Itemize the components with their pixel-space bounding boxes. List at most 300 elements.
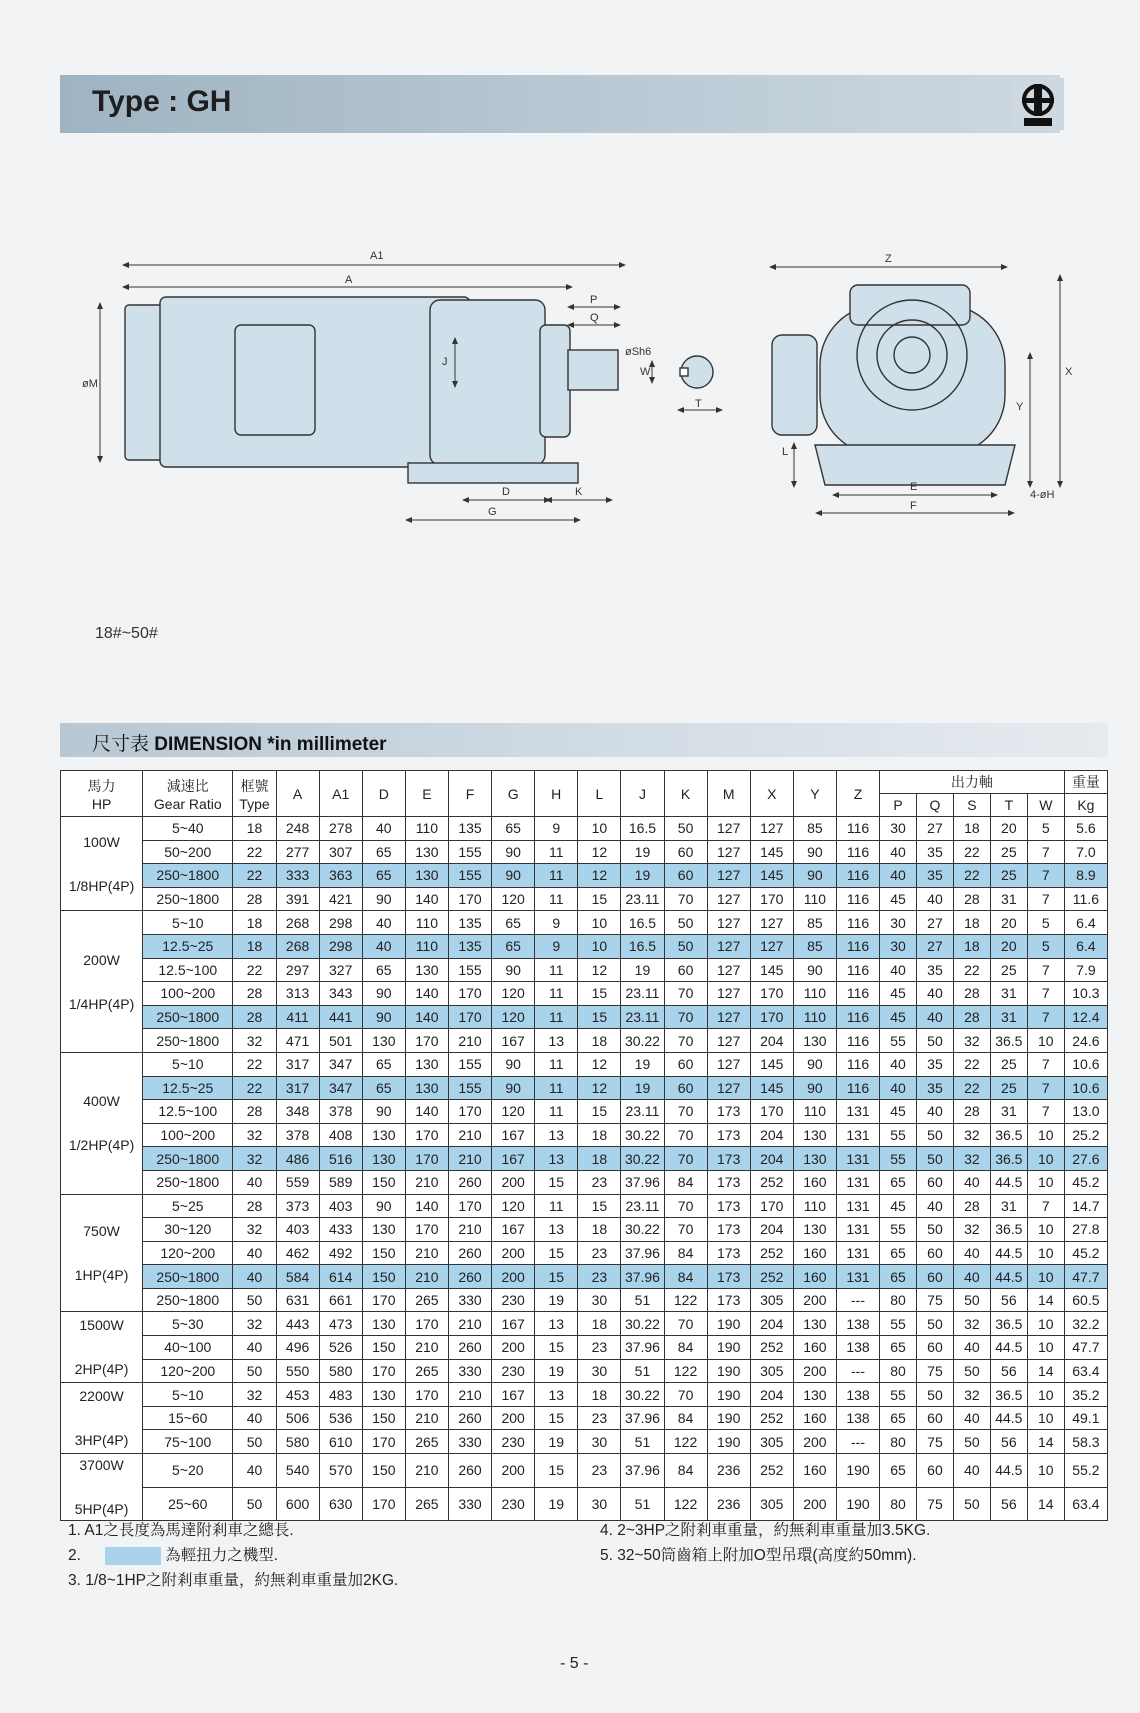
table-row bbox=[61, 911, 1108, 935]
note-item bbox=[600, 1543, 930, 1568]
header-shaft-col: Q bbox=[917, 794, 954, 817]
table-cell: 127 bbox=[707, 1076, 750, 1100]
table-cell: 11 bbox=[535, 840, 578, 864]
table-cell: 471 bbox=[276, 1029, 319, 1053]
table-cell: 248 bbox=[276, 817, 319, 841]
table-cell: 32 bbox=[953, 1312, 990, 1336]
table-cell: 32 bbox=[953, 1218, 990, 1242]
table-cell: 55 bbox=[880, 1383, 917, 1407]
table-cell: 130 bbox=[362, 1383, 405, 1407]
header-type: 框號 Type bbox=[233, 771, 276, 817]
table-cell: 170 bbox=[362, 1430, 405, 1454]
table-cell: 130 bbox=[362, 1312, 405, 1336]
table-cell: 50 bbox=[953, 1487, 990, 1521]
table-cell: 15 bbox=[535, 1406, 578, 1430]
table-cell: 28 bbox=[953, 887, 990, 911]
table-cell: 75~100 bbox=[143, 1430, 233, 1454]
table-cell: 40 bbox=[233, 1170, 276, 1194]
table-cell: 145 bbox=[750, 1076, 793, 1100]
table-cell: 127 bbox=[707, 982, 750, 1006]
table-cell: 462 bbox=[276, 1241, 319, 1265]
table-cell: 19 bbox=[535, 1487, 578, 1521]
table-cell: 12 bbox=[578, 840, 621, 864]
table-cell: 5~10 bbox=[143, 1383, 233, 1407]
table-cell: 131 bbox=[836, 1241, 879, 1265]
table-cell: 12.5~100 bbox=[143, 958, 233, 982]
table-cell: 19 bbox=[621, 958, 664, 982]
table-cell: 15 bbox=[535, 1170, 578, 1194]
table-cell: 23 bbox=[578, 1406, 621, 1430]
table-cell: 150 bbox=[362, 1406, 405, 1430]
table-cell: 22 bbox=[233, 1076, 276, 1100]
table-row bbox=[61, 1312, 1108, 1336]
table-cell: 167 bbox=[492, 1029, 535, 1053]
table-cell: 36.5 bbox=[990, 1147, 1027, 1171]
table-row bbox=[61, 1076, 1108, 1100]
table-cell: 18 bbox=[233, 934, 276, 958]
table-cell: 610 bbox=[319, 1430, 362, 1454]
table-cell: 18 bbox=[578, 1147, 621, 1171]
table-cell: 135 bbox=[448, 911, 491, 935]
table-cell: 130 bbox=[793, 1312, 836, 1336]
table-cell: 170 bbox=[750, 887, 793, 911]
table-cell: 130 bbox=[793, 1218, 836, 1242]
table-cell: 70 bbox=[664, 1194, 707, 1218]
table-cell: 516 bbox=[319, 1147, 362, 1171]
table-cell: 65 bbox=[880, 1265, 917, 1289]
table-cell: 600 bbox=[276, 1487, 319, 1521]
dim-label-k: K bbox=[575, 486, 583, 498]
table-cell: 7 bbox=[1027, 1194, 1064, 1218]
table-cell: 150 bbox=[362, 1241, 405, 1265]
note-item bbox=[68, 1518, 398, 1543]
table-cell: 10 bbox=[1027, 1383, 1064, 1407]
table-cell: 127 bbox=[707, 817, 750, 841]
table-cell: 80 bbox=[880, 1487, 917, 1521]
table-cell: 110 bbox=[793, 1005, 836, 1029]
table-cell: 31 bbox=[990, 1100, 1027, 1124]
dim-label-y: Y bbox=[1016, 401, 1024, 413]
table-cell: 135 bbox=[448, 817, 491, 841]
table-cell: 200 bbox=[492, 1265, 535, 1289]
table-cell: 51 bbox=[621, 1288, 664, 1312]
header-shaft-col: S bbox=[953, 794, 990, 817]
table-cell: 19 bbox=[535, 1430, 578, 1454]
table-cell: 9 bbox=[535, 911, 578, 935]
table-cell: 36.5 bbox=[990, 1383, 1027, 1407]
table-cell: 16.5 bbox=[621, 817, 664, 841]
header-col: H bbox=[535, 771, 578, 817]
table-cell: 200 bbox=[793, 1288, 836, 1312]
table-cell: 580 bbox=[319, 1359, 362, 1383]
table-cell: 40 bbox=[880, 864, 917, 888]
table-cell: 127 bbox=[707, 1052, 750, 1076]
table-cell: 22 bbox=[233, 864, 276, 888]
table-cell: 120~200 bbox=[143, 1241, 233, 1265]
table-cell: 7 bbox=[1027, 1100, 1064, 1124]
table-cell: 138 bbox=[836, 1312, 879, 1336]
table-cell: 252 bbox=[750, 1454, 793, 1488]
table-cell: 65 bbox=[880, 1454, 917, 1488]
table-row bbox=[61, 864, 1108, 888]
table-cell: 347 bbox=[319, 1076, 362, 1100]
table-cell: 19 bbox=[535, 1288, 578, 1312]
table-cell: 44.5 bbox=[990, 1454, 1027, 1488]
table-cell: 23 bbox=[578, 1336, 621, 1360]
table-cell: 7.0 bbox=[1064, 840, 1107, 864]
table-cell: 13.0 bbox=[1064, 1100, 1107, 1124]
note-item bbox=[600, 1518, 930, 1543]
table-cell: 116 bbox=[836, 1076, 879, 1100]
table-cell: 40 bbox=[917, 1005, 954, 1029]
table-cell: 50 bbox=[233, 1288, 276, 1312]
table-cell: 305 bbox=[750, 1487, 793, 1521]
table-cell: 204 bbox=[750, 1383, 793, 1407]
table-cell: 12 bbox=[578, 864, 621, 888]
highlight-swatch bbox=[105, 1547, 161, 1565]
table-cell: 127 bbox=[707, 840, 750, 864]
table-cell: 5~10 bbox=[143, 1052, 233, 1076]
brand-logo-icon bbox=[1012, 78, 1064, 130]
note-text: 為輕扭力之機型. bbox=[165, 1547, 279, 1564]
table-cell: 55 bbox=[880, 1218, 917, 1242]
table-cell: 51 bbox=[621, 1430, 664, 1454]
table-row bbox=[61, 1265, 1108, 1289]
table-cell: 297 bbox=[276, 958, 319, 982]
table-cell: 580 bbox=[276, 1430, 319, 1454]
table-cell: 131 bbox=[836, 1100, 879, 1124]
table-cell: 131 bbox=[836, 1123, 879, 1147]
table-cell: 204 bbox=[750, 1312, 793, 1336]
table-cell: 50 bbox=[917, 1029, 954, 1053]
table-cell: 116 bbox=[836, 1029, 879, 1053]
table-cell: 50 bbox=[917, 1147, 954, 1171]
table-cell: 100~200 bbox=[143, 1123, 233, 1147]
table-cell: 85 bbox=[793, 911, 836, 935]
header-shaft-col: W bbox=[1027, 794, 1064, 817]
table-cell: 55 bbox=[880, 1029, 917, 1053]
table-cell: 204 bbox=[750, 1029, 793, 1053]
dimension-bar bbox=[60, 723, 1108, 757]
table-cell: 10 bbox=[1027, 1241, 1064, 1265]
table-cell: 210 bbox=[405, 1170, 448, 1194]
table-cell: 230 bbox=[492, 1430, 535, 1454]
table-row bbox=[61, 840, 1108, 864]
table-cell: 90 bbox=[362, 1100, 405, 1124]
dim-label-t: T bbox=[695, 398, 702, 410]
table-cell: 11 bbox=[535, 1194, 578, 1218]
table-cell: 84 bbox=[664, 1241, 707, 1265]
table-cell: 37.96 bbox=[621, 1336, 664, 1360]
hp-cell: 750W 1HP(4P) bbox=[61, 1194, 143, 1312]
dim-label-d: D bbox=[502, 486, 510, 498]
table-cell: 50~200 bbox=[143, 840, 233, 864]
table-cell: 15 bbox=[535, 1265, 578, 1289]
table-cell: 10 bbox=[1027, 1147, 1064, 1171]
table-cell: 15 bbox=[578, 1005, 621, 1029]
dim-label-x: X bbox=[1065, 366, 1073, 378]
table-cell: 40 bbox=[880, 1052, 917, 1076]
table-cell: 536 bbox=[319, 1406, 362, 1430]
table-cell: 40 bbox=[880, 840, 917, 864]
table-cell: 116 bbox=[836, 864, 879, 888]
table-cell: 12.5~100 bbox=[143, 1100, 233, 1124]
table-cell: 170 bbox=[448, 1005, 491, 1029]
table-cell: 6.4 bbox=[1064, 934, 1107, 958]
table-cell: 5 bbox=[1027, 817, 1064, 841]
table-cell: 20 bbox=[990, 817, 1027, 841]
header-col: J bbox=[621, 771, 664, 817]
table-cell: 145 bbox=[750, 1052, 793, 1076]
table-cell: 589 bbox=[319, 1170, 362, 1194]
table-cell: 27.6 bbox=[1064, 1147, 1107, 1171]
table-cell: 25 bbox=[990, 840, 1027, 864]
table-cell: 7 bbox=[1027, 1005, 1064, 1029]
table-cell: 45 bbox=[880, 1194, 917, 1218]
table-cell: 12.5~25 bbox=[143, 934, 233, 958]
table-cell: 22 bbox=[953, 958, 990, 982]
header-col: Y bbox=[793, 771, 836, 817]
table-cell: 127 bbox=[707, 864, 750, 888]
header-shaft: 出力軸 bbox=[880, 771, 1065, 794]
table-cell: 230 bbox=[492, 1359, 535, 1383]
table-cell: 200 bbox=[492, 1406, 535, 1430]
table-cell: 37.96 bbox=[621, 1265, 664, 1289]
table-cell: 250~1800 bbox=[143, 1265, 233, 1289]
table-cell: 9 bbox=[535, 817, 578, 841]
table-cell: 32.2 bbox=[1064, 1312, 1107, 1336]
table-cell: 155 bbox=[448, 1052, 491, 1076]
table-cell: 70 bbox=[664, 1029, 707, 1053]
table-cell: 30 bbox=[578, 1359, 621, 1383]
table-cell: 550 bbox=[276, 1359, 319, 1383]
table-cell: 135 bbox=[448, 934, 491, 958]
table-cell: 110 bbox=[793, 1100, 836, 1124]
header-col: M bbox=[707, 771, 750, 817]
table-cell: 50 bbox=[664, 934, 707, 958]
table-cell: 19 bbox=[621, 1052, 664, 1076]
table-cell: 37.96 bbox=[621, 1170, 664, 1194]
table-cell: 40 bbox=[917, 982, 954, 1006]
table-cell: 28 bbox=[953, 982, 990, 1006]
table-cell: 250~1800 bbox=[143, 887, 233, 911]
table-cell: 170 bbox=[750, 1005, 793, 1029]
table-cell: 40 bbox=[953, 1170, 990, 1194]
table-cell: 70 bbox=[664, 1005, 707, 1029]
dim-label-w: W bbox=[640, 366, 651, 378]
hp-cell: 2200W 3HP(4P) bbox=[61, 1383, 143, 1454]
table-cell: 130 bbox=[405, 1076, 448, 1100]
table-cell: 138 bbox=[836, 1336, 879, 1360]
table-cell: 10 bbox=[1027, 1454, 1064, 1488]
note-item bbox=[68, 1543, 398, 1568]
table-cell: 160 bbox=[793, 1336, 836, 1360]
table-cell: 155 bbox=[448, 958, 491, 982]
table-cell: 130 bbox=[793, 1029, 836, 1053]
table-cell: 307 bbox=[319, 840, 362, 864]
table-cell: 44.5 bbox=[990, 1336, 1027, 1360]
note-text: 32~50筒齒箱上附加O型吊環(高度約50mm). bbox=[617, 1547, 917, 1564]
table-cell: 327 bbox=[319, 958, 362, 982]
table-cell: 173 bbox=[707, 1123, 750, 1147]
table-cell: 56 bbox=[990, 1487, 1027, 1521]
table-cell: 14 bbox=[1027, 1430, 1064, 1454]
table-cell: 190 bbox=[836, 1454, 879, 1488]
table-cell: 127 bbox=[707, 934, 750, 958]
table-cell: 60 bbox=[664, 1076, 707, 1100]
table-cell: 10 bbox=[1027, 1265, 1064, 1289]
table-cell: 19 bbox=[621, 840, 664, 864]
table-cell: 50 bbox=[917, 1123, 954, 1147]
table-cell: 11 bbox=[535, 1005, 578, 1029]
table-cell: 40 bbox=[880, 1076, 917, 1100]
table-cell: 408 bbox=[319, 1123, 362, 1147]
table-cell: 75 bbox=[917, 1430, 954, 1454]
table-cell: 32 bbox=[953, 1029, 990, 1053]
table-cell: 526 bbox=[319, 1336, 362, 1360]
table-cell: 40 bbox=[233, 1336, 276, 1360]
table-cell: 127 bbox=[750, 934, 793, 958]
table-cell: 486 bbox=[276, 1147, 319, 1171]
table-cell: 10 bbox=[578, 817, 621, 841]
table-cell: 348 bbox=[276, 1100, 319, 1124]
table-cell: 317 bbox=[276, 1052, 319, 1076]
table-cell: 122 bbox=[664, 1359, 707, 1383]
table-row bbox=[61, 1406, 1108, 1430]
table-cell: 127 bbox=[750, 911, 793, 935]
table-cell: 347 bbox=[319, 1052, 362, 1076]
table-cell: 120 bbox=[492, 1194, 535, 1218]
table-cell: 50 bbox=[917, 1383, 954, 1407]
page-title: Type : GH bbox=[92, 85, 232, 118]
notes-right bbox=[600, 1518, 930, 1568]
table-cell: 25 bbox=[990, 1076, 1027, 1100]
table-cell: 23.11 bbox=[621, 1005, 664, 1029]
table-cell: 28 bbox=[233, 1194, 276, 1218]
table-row bbox=[61, 1123, 1108, 1147]
table-cell: 90 bbox=[362, 887, 405, 911]
table-cell: 7 bbox=[1027, 864, 1064, 888]
table-header-row bbox=[61, 771, 1108, 794]
table-cell: 277 bbox=[276, 840, 319, 864]
table-row bbox=[61, 1100, 1108, 1124]
table-cell: 483 bbox=[319, 1383, 362, 1407]
table-cell: 140 bbox=[405, 1005, 448, 1029]
note-number: 1. bbox=[68, 1522, 85, 1539]
table-cell: 230 bbox=[492, 1288, 535, 1312]
table-cell: 23.11 bbox=[621, 1100, 664, 1124]
table-cell: 60 bbox=[664, 840, 707, 864]
table-cell: 378 bbox=[276, 1123, 319, 1147]
table-cell: 22 bbox=[233, 840, 276, 864]
table-cell: 18 bbox=[953, 934, 990, 958]
table-cell: 35 bbox=[917, 1076, 954, 1100]
dim-label-sh6: øSh6 bbox=[625, 346, 652, 358]
table-cell: 145 bbox=[750, 864, 793, 888]
table-cell: 31 bbox=[990, 1005, 1027, 1029]
table-cell: 378 bbox=[319, 1100, 362, 1124]
table-cell: 11.6 bbox=[1064, 887, 1107, 911]
table-cell: 32 bbox=[233, 1383, 276, 1407]
table-cell: 36.5 bbox=[990, 1123, 1027, 1147]
table-cell: 40 bbox=[917, 1100, 954, 1124]
table-cell: 160 bbox=[793, 1454, 836, 1488]
header-weight: 重量 bbox=[1064, 771, 1107, 794]
table-cell: 120 bbox=[492, 887, 535, 911]
table-cell: 100~200 bbox=[143, 982, 233, 1006]
table-cell: 265 bbox=[405, 1487, 448, 1521]
table-cell: 173 bbox=[707, 1265, 750, 1289]
table-cell: 250~1800 bbox=[143, 1029, 233, 1053]
table-cell: 47.7 bbox=[1064, 1336, 1107, 1360]
note-text: 1/8~1HP之附剎車重量，約無剎車重量加2KG. bbox=[85, 1572, 399, 1589]
table-cell: 170 bbox=[448, 887, 491, 911]
table-cell: 35 bbox=[917, 840, 954, 864]
table-cell: 75 bbox=[917, 1359, 954, 1383]
table-cell: 5~20 bbox=[143, 1454, 233, 1488]
header-hp: 馬力 HP bbox=[61, 771, 143, 817]
table-cell: 200 bbox=[793, 1359, 836, 1383]
table-cell: 230 bbox=[492, 1487, 535, 1521]
dimension-table bbox=[60, 770, 1108, 1521]
table-cell: 130 bbox=[405, 958, 448, 982]
table-row bbox=[61, 934, 1108, 958]
table-cell: 45 bbox=[880, 982, 917, 1006]
table-cell: 45 bbox=[880, 1100, 917, 1124]
table-cell: 200 bbox=[793, 1430, 836, 1454]
table-cell: 131 bbox=[836, 1218, 879, 1242]
table-cell: 28 bbox=[233, 887, 276, 911]
table-cell: 210 bbox=[448, 1218, 491, 1242]
table-cell: 260 bbox=[448, 1170, 491, 1194]
table-cell: 190 bbox=[707, 1336, 750, 1360]
table-cell: 170 bbox=[448, 1100, 491, 1124]
table-cell: 40 bbox=[362, 934, 405, 958]
table-cell: 15 bbox=[578, 982, 621, 1006]
hp-cell: 1500W 2HP(4P) bbox=[61, 1312, 143, 1383]
table-cell: 36.5 bbox=[990, 1029, 1027, 1053]
table-cell: 44.5 bbox=[990, 1241, 1027, 1265]
table-cell: 80 bbox=[880, 1288, 917, 1312]
table-cell: 45 bbox=[880, 887, 917, 911]
table-cell: 40 bbox=[953, 1265, 990, 1289]
table-cell: 190 bbox=[707, 1312, 750, 1336]
table-cell: 65 bbox=[362, 958, 405, 982]
table-cell: 27 bbox=[917, 817, 954, 841]
table-cell: 5.6 bbox=[1064, 817, 1107, 841]
table-cell: 19 bbox=[621, 864, 664, 888]
table-cell: 110 bbox=[405, 934, 448, 958]
table-cell: 170 bbox=[405, 1218, 448, 1242]
table-cell: 260 bbox=[448, 1406, 491, 1430]
table-cell: 13 bbox=[535, 1123, 578, 1147]
table-cell: 150 bbox=[362, 1454, 405, 1488]
table-cell: 35 bbox=[917, 1052, 954, 1076]
table-row bbox=[61, 958, 1108, 982]
table-cell: 204 bbox=[750, 1123, 793, 1147]
table-cell: 5~10 bbox=[143, 911, 233, 935]
header-col: A bbox=[276, 771, 319, 817]
table-cell: 23.11 bbox=[621, 887, 664, 911]
table-cell: 138 bbox=[836, 1406, 879, 1430]
table-row bbox=[61, 1359, 1108, 1383]
table-cell: 25.2 bbox=[1064, 1123, 1107, 1147]
table-cell: 50 bbox=[664, 817, 707, 841]
table-cell: 32 bbox=[953, 1123, 990, 1147]
table-cell: 23 bbox=[578, 1454, 621, 1488]
table-cell: 50 bbox=[953, 1359, 990, 1383]
table-cell: 130 bbox=[362, 1029, 405, 1053]
